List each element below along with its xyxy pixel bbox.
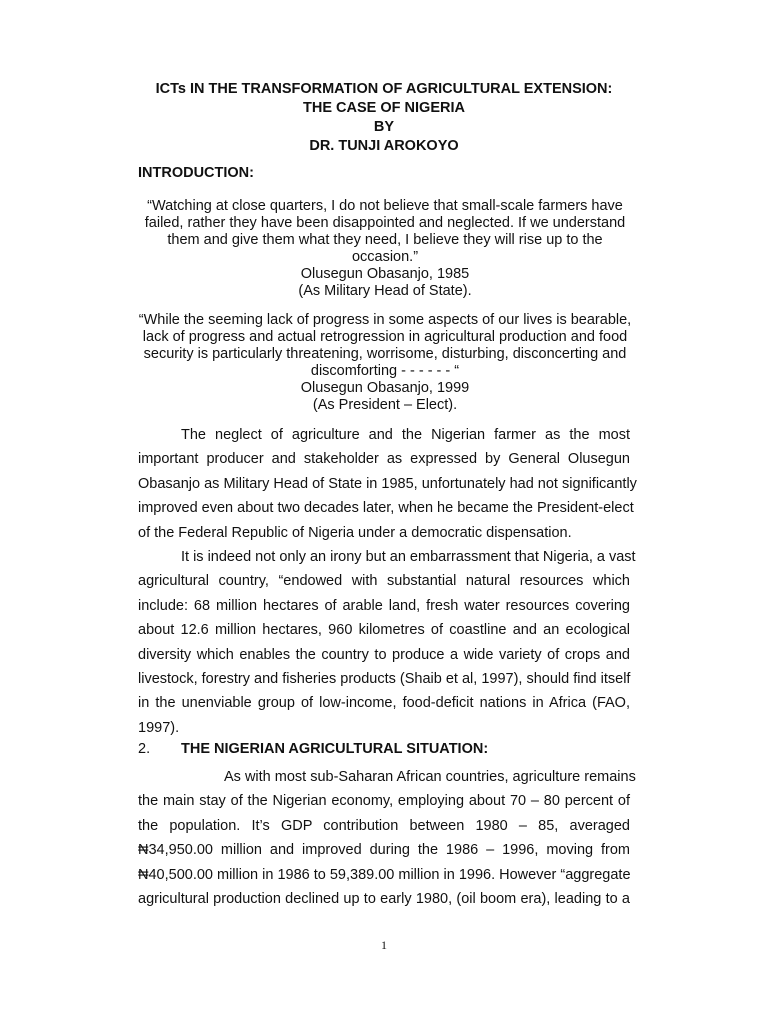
quote-attribution-role: (As President – Elect).: [312, 397, 458, 413]
paragraph-line: agricultural country, “endowed with substantial natural resources which: [138, 573, 630, 590]
quote-line: “While the seeming lack of progress in some aspects of our lives is bearable,: [138, 312, 632, 328]
paragraph-line: It is indeed not only an irony but an embarrassment that Nigeria, a vast: [181, 549, 636, 565]
quote-obasanjo-1985: [138, 198, 632, 300]
title-line: THE CASE OF NIGERIA: [303, 100, 465, 116]
paragraph-line: include: 68 million hectares of arable land, fresh water resources covering: [138, 597, 630, 614]
paragraph-line: the population. It’s GDP contribution between 1980 – 85, averaged: [138, 817, 630, 834]
paragraph-line: diversity which enables the country to produce a wide variety of crops and: [138, 646, 630, 663]
quote-obasanjo-1999: [138, 312, 632, 414]
title-line: BY: [373, 119, 395, 135]
paragraph-line: livestock, forestry and fisheries products (Shaib et al, 1997), should find itself: [138, 670, 631, 687]
paragraph-line: important producer and stakeholder as expressed by General Olusegun: [138, 451, 630, 468]
quote-line: discomforting - - - - - - “: [310, 363, 460, 379]
paragraph-line: in the unenviable group of low-income, food-deficit nations in Africa (FAO,: [138, 695, 630, 712]
paragraph-line: agricultural production declined up to early 1980, (oil boom era), leading to a: [138, 890, 630, 907]
section-2-heading: [138, 741, 488, 757]
quote-attribution: Olusegun Obasanjo, 1999: [300, 380, 470, 396]
paragraph-line: ₦34,950.00 million and improved during the 1986 – 1996, moving from: [138, 842, 630, 859]
paragraph-line: ₦40,500.00 million in 1986 to 59,389.00 million in 1996. However “aggregate: [138, 866, 631, 883]
paragraph-line: 1997).: [138, 719, 180, 736]
title-line: ICTs IN THE TRANSFORMATION OF AGRICULTURAL EXTENSION:: [155, 81, 613, 97]
paragraph-line: The neglect of agriculture and the Nigerian farmer as the most: [181, 427, 630, 443]
paragraph-line: As with most sub-Saharan African countries, agriculture remains: [224, 769, 636, 785]
paragraph-line: Obasanjo as Military Head of State in 1985, unfortunately had not significantly: [138, 475, 637, 492]
paragraph-line: about 12.6 million hectares, 960 kilometres of coastline and an ecological: [138, 622, 630, 639]
quote-line: them and give them what they need, I believe they will rise up to the: [167, 232, 603, 248]
paragraph-irony: [138, 545, 636, 740]
document-title: [0, 80, 768, 156]
introduction-heading: INTRODUCTION:: [138, 165, 254, 181]
quote-attribution: Olusegun Obasanjo, 1985: [300, 266, 470, 282]
quote-line: security is particularly threatening, worrisome, disturbing, disconcerting and: [143, 346, 627, 362]
paragraph-line: improved even about two decades later, when he became the President-elect: [138, 500, 634, 517]
paragraph-agricultural-situation: [138, 765, 636, 911]
quote-attribution-role: (As Military Head of State).: [298, 283, 472, 299]
quote-line: lack of progress and actual retrogression in agricultural production and food: [142, 329, 628, 345]
section-number: 2.: [138, 741, 151, 757]
author-line: DR. TUNJI AROKOYO: [309, 138, 459, 154]
paragraph-line: the main stay of the Nigerian economy, employing about 70 – 80 percent of: [138, 793, 630, 810]
paragraph-neglect-of-agriculture: [138, 423, 637, 545]
paragraph-line: of the Federal Republic of Nigeria under a democratic dispensation.: [138, 524, 572, 541]
section-title: THE NIGERIAN AGRICULTURAL SITUATION:: [181, 741, 489, 757]
quote-line: “Watching at close quarters, I do not believe that small-scale farmers have: [147, 198, 623, 214]
quote-line: failed, rather they have been disappointed and neglected. If we understand: [144, 215, 626, 231]
quote-line: occasion.”: [351, 249, 419, 265]
page-number: 1: [381, 938, 387, 952]
